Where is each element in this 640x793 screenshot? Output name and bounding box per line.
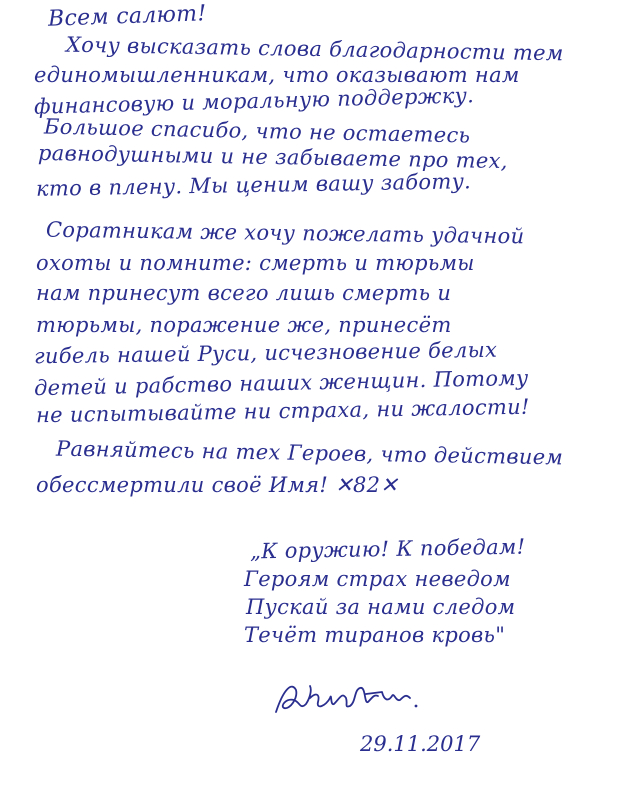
letter-line: охоты и помните: смерть и тюрьмы [36, 251, 475, 275]
letter-line: нам принесут всего лишь смерть и [36, 281, 452, 305]
letter-line: не испытывайте ни страха, ни жалости! [35, 394, 530, 428]
letter-date: 29.11.2017 [360, 732, 481, 756]
handwritten-signature [270, 680, 430, 720]
letter-line: гибель нашей Руси, исчезновение белых [33, 337, 498, 369]
letter-line: равнодушными и не забываете про тех, [37, 140, 508, 174]
verse-line: Героям страх неведом [244, 567, 511, 591]
letter-line: Большое спасибо, что не остаетесь [43, 114, 471, 148]
verse-line: Течёт тиранов кровь" [244, 623, 506, 647]
letter-line: единомышленникам, что оказывают нам [34, 63, 520, 87]
letter-line: финансовую и моральную поддержку. [33, 83, 475, 119]
letter-line: кто в плену. Мы ценим вашу заботу. [35, 169, 472, 201]
letter-line: Всем салют! [47, 1, 207, 32]
verse-line: Пускай за нами следом [246, 595, 516, 619]
letter-line: детей и рабство наших женщин. Потому [33, 365, 529, 401]
letter-line: Хочу высказать слова благодарности тем [65, 32, 564, 66]
letter-line: тюрьмы, поражение же, принесёт [36, 313, 452, 337]
verse-line: „К оружию! К победам! [249, 534, 526, 564]
letter-line: обессмертили своё Имя! ✕82✕ [36, 473, 399, 497]
letter-line: Равняйтесь на тех Героев, что действием [55, 436, 564, 470]
letter-line: Соратникам же хочу пожелать удачной [45, 217, 525, 249]
